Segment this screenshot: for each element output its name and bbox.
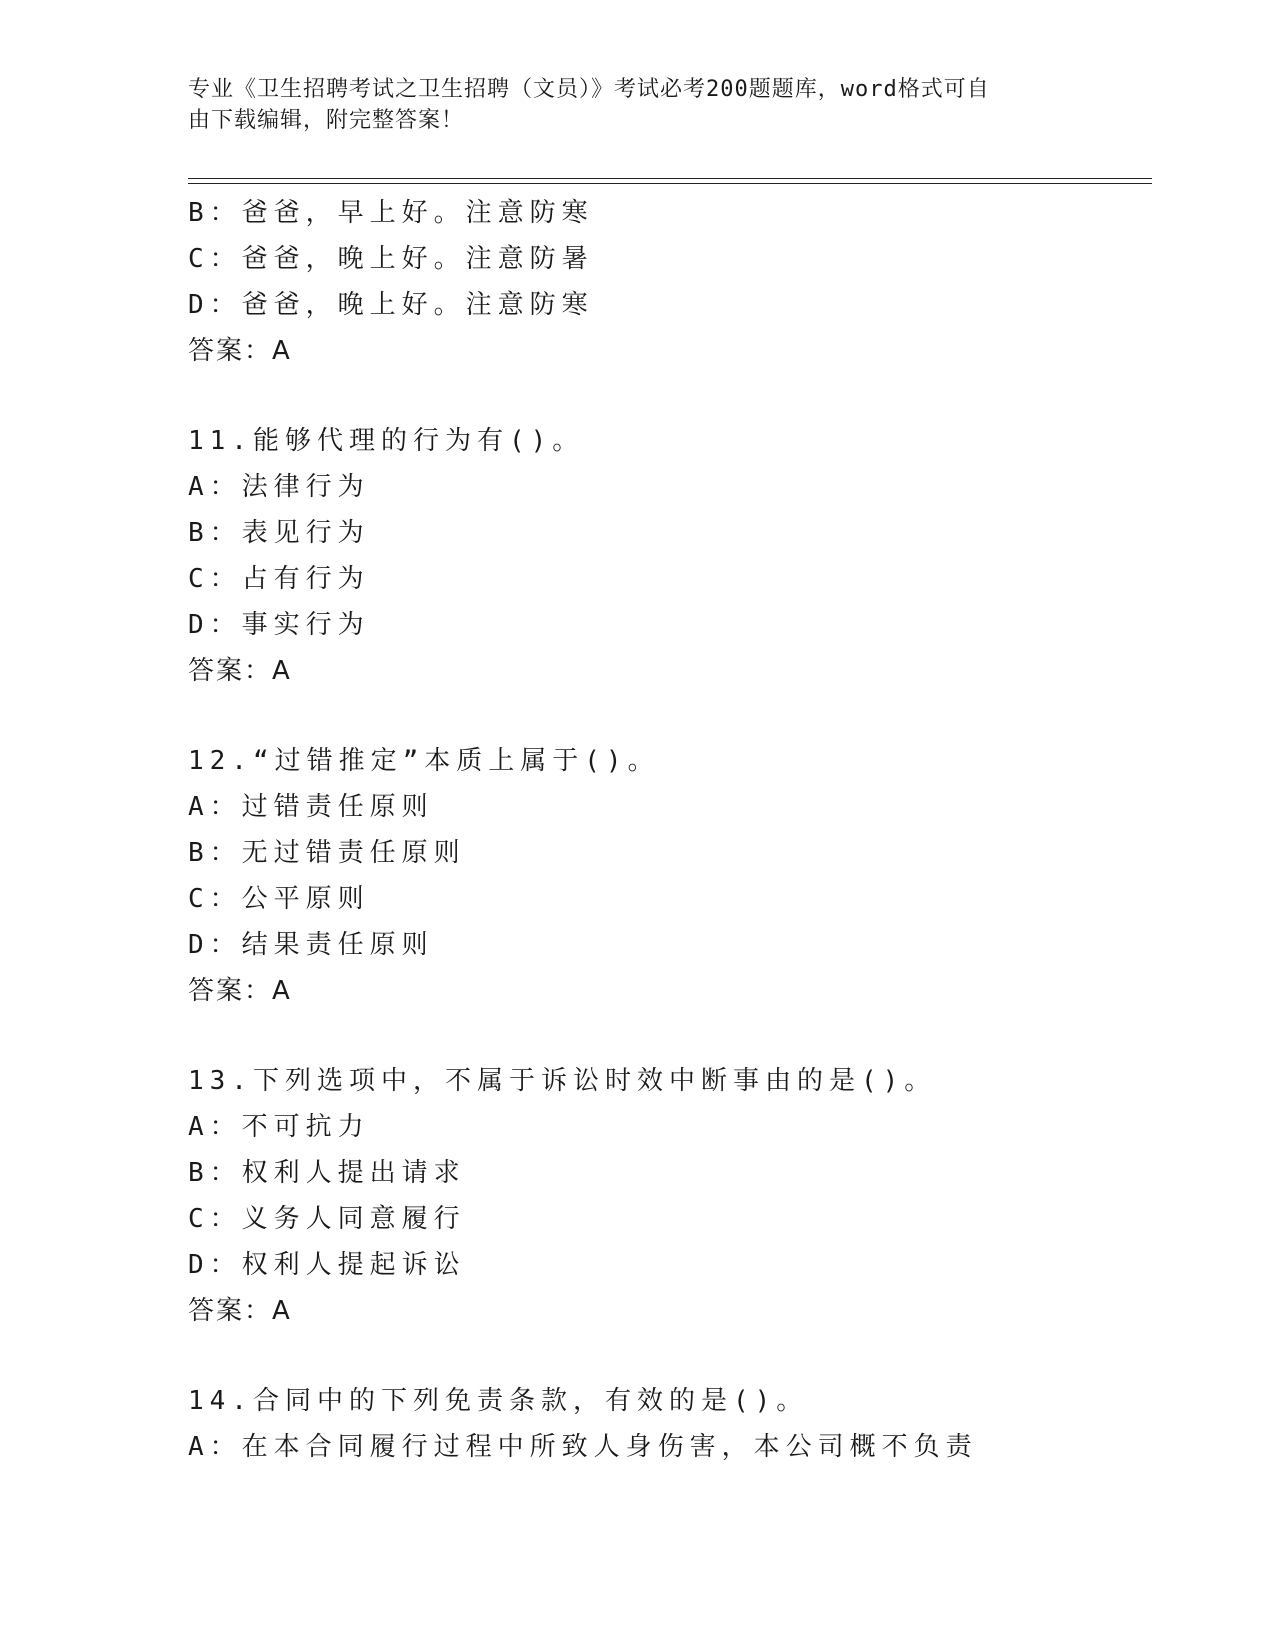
- question-stem: 12.“过错推定”本质上属于()。: [188, 746, 660, 776]
- option-c: C：义务人同意履行: [188, 1204, 466, 1234]
- option-a: A：不可抗力: [188, 1112, 370, 1142]
- option-b: B：表见行为: [188, 518, 370, 548]
- question-stem: 14.合同中的下列免责条款，有效的是()。: [188, 1386, 809, 1416]
- option-b: B：爸爸，早上好。注意防寒: [188, 198, 594, 228]
- document-header: [188, 74, 1088, 136]
- option-c: C：爸爸，晚上好。注意防暑: [188, 244, 594, 274]
- option-a: A：在本合同履行过程中所致人身伤害，本公司概不负责: [188, 1432, 978, 1462]
- question-list: [188, 190, 1152, 1470]
- option-a: A：过错责任原则: [188, 792, 434, 822]
- spacer: [188, 374, 1152, 418]
- option-d: D：事实行为: [188, 610, 370, 640]
- option-c: C：公平原则: [188, 884, 370, 914]
- option-c: C：占有行为: [188, 564, 370, 594]
- question-14: [188, 1378, 1152, 1470]
- spacer: [188, 1014, 1152, 1058]
- question-stem: 11.能够代理的行为有()。: [188, 426, 585, 456]
- option-b: B：权利人提出请求: [188, 1158, 466, 1188]
- option-d: D：结果责任原则: [188, 930, 434, 960]
- answer-line: 答案：A: [188, 656, 292, 686]
- header-divider-top: [188, 178, 1152, 179]
- option-d: D：爸爸，晚上好。注意防寒: [188, 290, 594, 320]
- option-b: B：无过错责任原则: [188, 838, 466, 868]
- question-11: [188, 418, 1152, 694]
- option-d: D：权利人提起诉讼: [188, 1250, 466, 1280]
- spacer: [188, 694, 1152, 738]
- answer-line: 答案：A: [188, 1296, 292, 1326]
- option-a: A：法律行为: [188, 472, 370, 502]
- header-line-2: 由下载编辑，附完整答案！: [188, 108, 465, 133]
- answer-line: 答案：A: [188, 336, 292, 366]
- spacer: [188, 1334, 1152, 1378]
- header-line-1: 专业《卫生招聘考试之卫生招聘（文员）》考试必考200题题库，word格式可自: [188, 77, 990, 102]
- header-divider-bottom: [188, 183, 1152, 184]
- answer-line: 答案：A: [188, 976, 292, 1006]
- question-12: [188, 738, 1152, 1014]
- question-stem: 13.下列选项中，不属于诉讼时效中断事由的是()。: [188, 1066, 937, 1096]
- question-10-continued: [188, 190, 1152, 374]
- question-13: [188, 1058, 1152, 1334]
